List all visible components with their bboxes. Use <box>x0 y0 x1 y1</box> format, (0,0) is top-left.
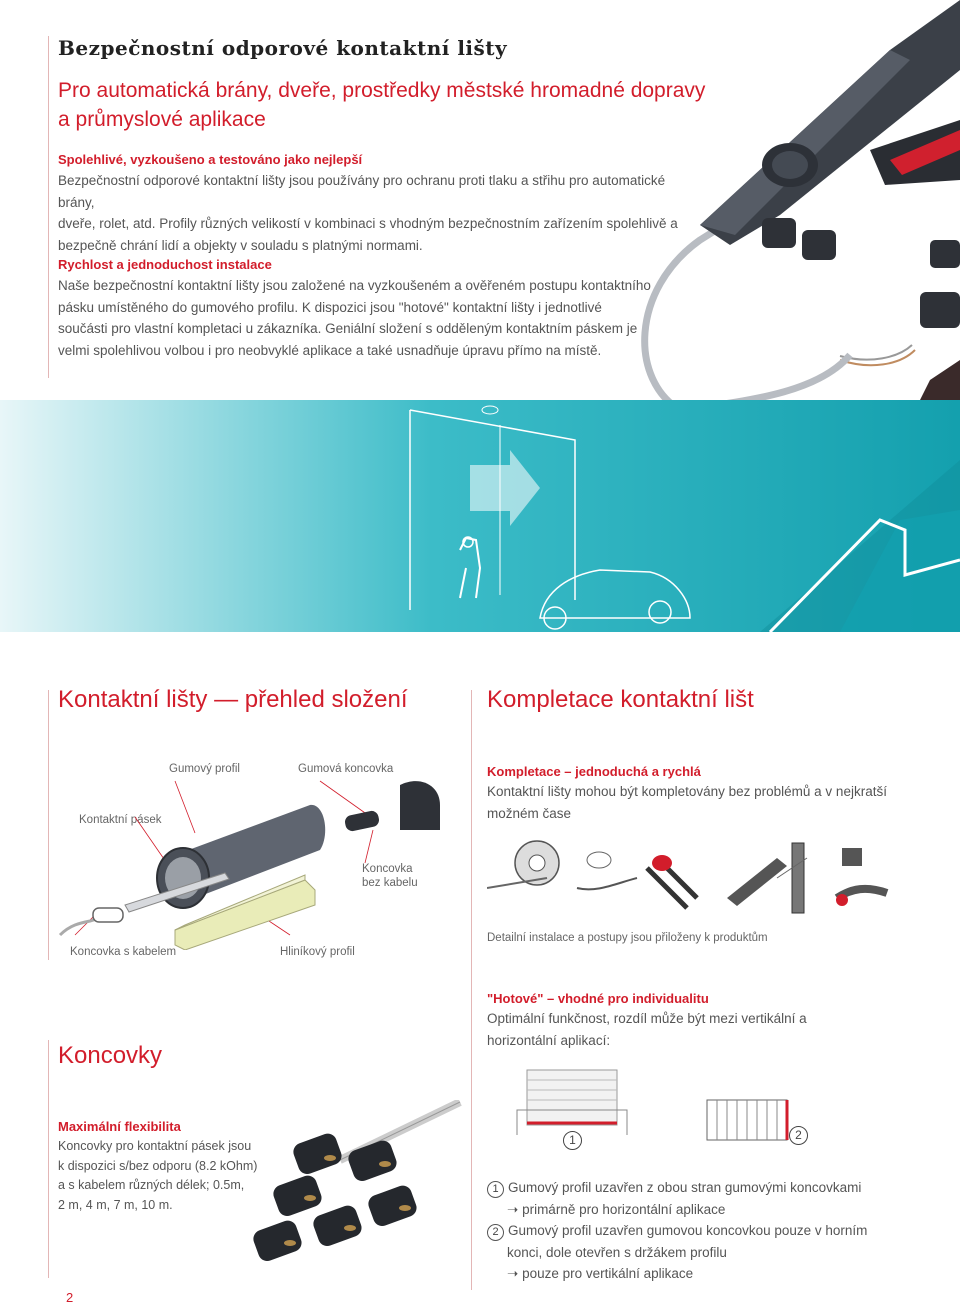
marker-2-inline: 2 <box>487 1224 504 1241</box>
marker-1: 1 <box>563 1131 582 1150</box>
endcaps-text <box>58 1137 257 1215</box>
assembly-note: Detailní instalace a postupy jsou přiloženy k produktům <box>487 932 768 944</box>
list-item: ➝ primárně pro horizontální aplikace <box>507 1201 726 1217</box>
left-rule-middle <box>48 690 49 960</box>
endcaps-photo <box>250 1100 465 1275</box>
endcaps-heading: Koncovky <box>58 1042 163 1069</box>
label-endcap-no-cable-1: Koncovka <box>362 863 413 875</box>
exploded-diagram-contact-edge <box>55 775 455 950</box>
text-line: Naše bezpečnostní kontaktní lišty jsou založené na vyzkoušeném a ověřeném postupu kontaktního <box>58 278 651 293</box>
text-line: pásku umístěného do gumového profilu. K dispozici jsou "hotové" kontaktní lišty i jednotlivé <box>58 299 602 315</box>
assembly-steps-illustration <box>487 838 907 918</box>
page-title: Bezpečnostní odporové kontaktní lišty <box>58 36 508 60</box>
text-line: velmi spolehlivou volbou i pro neobvyklé aplikace a také usnadňuje úpravu přímo na místě. <box>58 342 602 358</box>
text-line: k dispozici s/bez odporu (8.2 kOhm) <box>58 1158 258 1173</box>
label-rubber-endcap: Gumová koncovka <box>298 763 394 775</box>
text-line: Kontaktní lišty mohou být kompletovány bez problémů a v nejkratší <box>487 784 887 799</box>
label-endcap-with-cable: Koncovka s kabelem <box>70 946 177 958</box>
text-line: Koncovky pro kontaktní pásek jsou <box>58 1139 252 1153</box>
text-line: dveře, rolet, atd. Profily různých velikostí v kombinaci s vhodným bezpečnostním zařízením spolehlivě a <box>58 216 678 231</box>
assembly-sub-heading: Kompletace – jednoduchá a rychlá <box>487 764 701 779</box>
list-item: 2 Gumový profil uzavřen gumovou koncovkou pouze v horním <box>487 1220 867 1242</box>
label-contact-strip: Kontaktní pásek <box>79 814 162 826</box>
marker-1-inline: 1 <box>487 1181 504 1198</box>
text-line: součásti pro vlastní kompletaci u zákazníka. Geniální složení s odděleným kontaktním páskem je <box>58 321 638 336</box>
intro-paragraph-2 <box>58 275 658 361</box>
list-item: konci, dole otevřen s držákem profilu <box>507 1244 727 1260</box>
page-subtitle-1: Pro automatická brány, dveře, prostředky městské hromadné dopravy <box>58 79 706 102</box>
intro-paragraph-1 <box>58 170 698 256</box>
marker-2: 2 <box>789 1126 808 1145</box>
application-list <box>487 1177 867 1285</box>
page-number: 2 <box>66 1290 74 1305</box>
label-rubber-profile: Gumový profil <box>169 763 240 775</box>
text-line: bezpečně chrání lidí a objekty v souladu s platnými normami. <box>58 237 423 253</box>
text-line: Bezpečnostní odporové kontaktní lišty jsou používány pro ochranu proti tlaku a střihu pro automatické brány, <box>58 173 666 210</box>
label-endcap-no-cable-2: bez kabelu <box>362 877 418 889</box>
text-line: horizontální aplikací: <box>487 1032 611 1048</box>
assembly-text <box>487 781 887 824</box>
illustration-banner-gate-car <box>0 400 960 632</box>
overview-heading: Kontaktní lišty — přehled složení <box>58 686 408 713</box>
left-rule-bottom <box>48 1040 49 1278</box>
ready-made-heading: "Hotové" – vhodné pro individualitu <box>487 991 709 1006</box>
intro-heading-reliable: Spolehlivé, vyzkoušeno a testováno jako nejlepší <box>58 152 363 167</box>
text-line: Optimální funkčnost, rozdíl může být mezi vertikální a <box>487 1011 807 1026</box>
center-rule <box>471 690 472 1290</box>
product-photo-cable-crimper <box>640 0 960 420</box>
text-line: a s kabelem různých délek; 0.5m, <box>58 1178 245 1192</box>
endcaps-sub-heading: Maximální flexibilita <box>58 1119 181 1134</box>
list-item: ➝ pouze pro vertikální aplikace <box>507 1266 694 1281</box>
ready-made-text <box>487 1008 807 1051</box>
left-rule-top <box>48 36 49 378</box>
list-item: 1 Gumový profil uzavřen z obou stran gumovými koncovkami <box>487 1177 867 1199</box>
ready-made-application-illustration <box>487 1065 817 1165</box>
text-line: možném čase <box>487 805 572 821</box>
assembly-heading: Kompletace kontaktní lišt <box>487 686 754 713</box>
label-aluminium-profile: Hliníkový profil <box>280 946 355 958</box>
intro-heading-installation: Rychlost a jednoduchost instalace <box>58 257 272 272</box>
text-line: 2 m, 4 m, 7 m, 10 m. <box>58 1197 173 1212</box>
page-subtitle-2: a průmyslové aplikace <box>58 108 266 131</box>
